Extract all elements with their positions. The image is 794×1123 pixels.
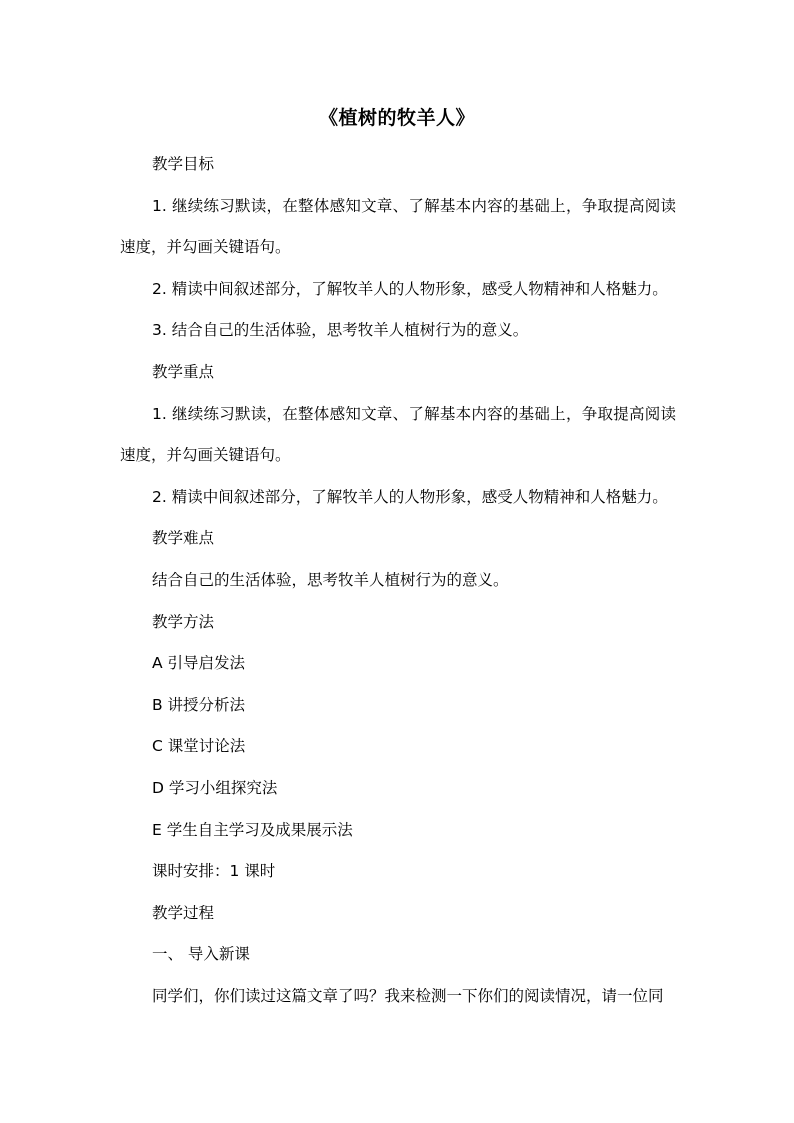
section-heading-key-points: 教学重点 — [152, 362, 215, 381]
document-title: 《植树的牧羊人》 — [318, 107, 475, 129]
objective-item-3: 3. 结合自己的生活体验，思考牧羊人植树行为的意义。 — [152, 321, 529, 340]
section-heading-process: 教学过程 — [152, 903, 215, 922]
method-item-e: E 学生自主学习及成果展示法 — [152, 820, 353, 839]
document-body — [120, 144, 676, 1017]
schedule-text: 课时安排：1 课时 — [152, 862, 276, 881]
objective-item-2: 2. 精读中间叙述部分，了解牧羊人的人物形象，感受人物精神和人格魅力。 — [152, 279, 668, 298]
objective-item-1: 1. 继续练习默读，在整体感知文章、了解基本内容的基础上，争取提高阅读速度，并勾画关键语句。 — [120, 196, 676, 257]
method-item-a: A 引导启发法 — [152, 654, 246, 673]
process-step-1-text: 同学们，你们读过这篇文章了吗？我来检测一下你们的阅读情况，请一位同 — [152, 986, 664, 1005]
key-point-item-1: 1. 继续练习默读，在整体感知文章、了解基本内容的基础上，争取提高阅读速度，并勾画关键语句。 — [120, 404, 676, 465]
key-point-item-2: 2. 精读中间叙述部分，了解牧羊人的人物形象，感受人物精神和人格魅力。 — [152, 487, 668, 506]
method-item-b: B 讲授分析法 — [152, 695, 246, 714]
method-item-d: D 学习小组探究法 — [152, 778, 278, 797]
section-heading-objectives: 教学目标 — [152, 155, 215, 173]
difficulty-text: 结合自己的生活体验，思考牧羊人植树行为的意义。 — [152, 570, 509, 589]
section-heading-methods: 教学方法 — [152, 612, 215, 631]
section-heading-difficulties: 教学难点 — [152, 529, 215, 548]
process-step-1-heading: 一、 导入新课 — [152, 945, 250, 964]
method-item-c: C 课堂讨论法 — [152, 737, 246, 756]
